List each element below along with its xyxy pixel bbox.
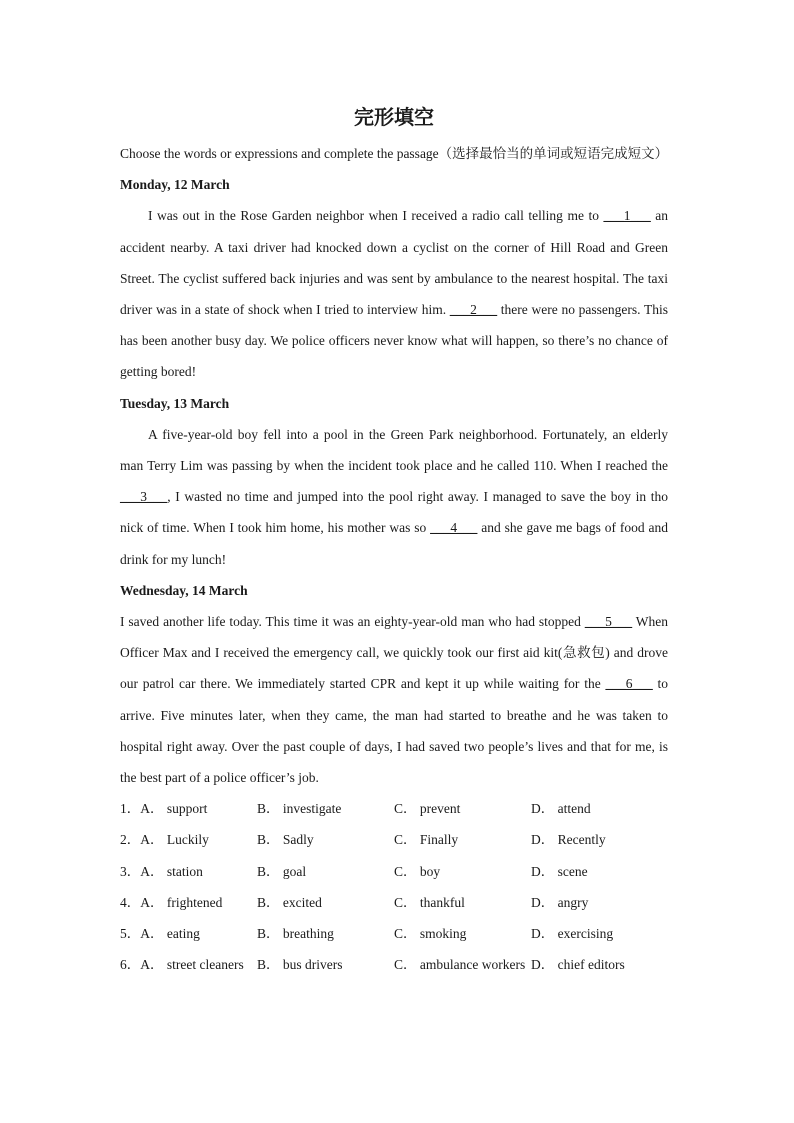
option-c: C． thankful [394, 894, 465, 910]
option-d: D． Recently [531, 832, 606, 848]
option-a: 3．A． station [120, 863, 203, 879]
blank-3: ___3___ [120, 489, 168, 505]
option-b: B． goal [257, 863, 307, 879]
option-c: C． Finally [394, 832, 459, 848]
entry-date-wednesday: Wednesday, 14 March [120, 582, 248, 598]
passage-text: there were no passengers. This has been another busy day. We police officers never know what will happen, so there’s no chance of getting bored! [120, 302, 668, 380]
blank-1: ___1___ [603, 208, 651, 224]
instruction-text: Choose the words or expressions and complete the passage（选择最恰当的单词或短语完成短文） [120, 146, 669, 161]
blank-6: ___6___ [605, 676, 653, 692]
passage-text: When Officer Max and I received the emergency call, we quickly took our first aid kit(急救包) and drove our patrol car there. We immediately started CPR and kept it up while waiting for the [120, 614, 668, 692]
option-b: B． investigate [257, 801, 342, 817]
passage-text: I saved another life today. This time it was an eighty-year-old man who had stopped [120, 614, 585, 630]
option-b: B． Sadly [257, 832, 314, 848]
worksheet-page [120, 100, 668, 980]
option-c: C． boy [394, 863, 441, 879]
option-c: C． prevent [394, 801, 461, 817]
question-options [120, 793, 668, 980]
question-row-3 [120, 856, 668, 887]
option-a: 5．A． eating [120, 926, 200, 942]
question-row-1 [120, 793, 668, 824]
question-row-4 [120, 887, 668, 918]
option-c: C． smoking [394, 926, 467, 942]
option-b: B． breathing [257, 926, 334, 942]
option-d: D． angry [531, 894, 589, 910]
passage-text: and she gave me bags of food and drink for my lunch! [120, 520, 668, 567]
option-a: 6．A． street cleaners [120, 957, 244, 973]
passage-text: , I wasted no time and jumped into the pool right away. I managed to save the boy in tho nick of time. When I took him home, his mother was so [120, 489, 668, 536]
question-row-5 [120, 918, 668, 949]
option-d: D． attend [531, 801, 591, 817]
entry-paragraph-monday [120, 200, 668, 387]
option-d: D． chief editors [531, 957, 625, 973]
option-b: B． bus drivers [257, 957, 343, 973]
blank-2: ___2___ [449, 302, 498, 318]
passage-text: an accident nearby. A taxi driver had knocked down a cyclist on the corner of Hill Road and Green Street. The cyclist suffered back injuries and was sent by ambulance to the nearest hospital. The taxi driver was in a state of shock when I tried to interview him. [120, 208, 668, 318]
question-row-2 [120, 824, 668, 855]
page-title: 完形填空 [354, 107, 434, 129]
option-a: 2．A． Luckily [120, 832, 209, 848]
passage-text: A five-year-old boy fell into a pool in the Green Park neighborhood. Fortunately, an elderly man Terry Lim was passing by when the incident took place and he called 110. When I reached the [120, 426, 668, 474]
option-a: 4．A． frightened [120, 894, 223, 910]
option-a: 1．A． support [120, 801, 208, 817]
blank-5: ___5___ [584, 614, 633, 630]
blank-4: ___4___ [430, 520, 478, 536]
option-c: C． ambulance workers [394, 957, 526, 973]
entry-paragraph-wednesday [120, 606, 668, 793]
entry-paragraph-tuesday [120, 419, 668, 575]
option-b: B． excited [257, 894, 322, 910]
option-d: D． scene [531, 863, 588, 879]
question-row-6 [120, 949, 668, 980]
passage-text: I was out in the Rose Garden neighbor when I received a radio call telling me to [148, 208, 604, 224]
entry-date-monday: Monday, 12 March [120, 177, 230, 193]
passage-text: to arrive. Five minutes later, when they came, the man had started to breathe and he was taken to hospital right away. Over the past couple of days, I had saved two people’s lives and that for me, is the best part of a police officer’s job. [120, 676, 668, 786]
entry-date-tuesday: Tuesday, 13 March [120, 395, 230, 411]
option-d: D． exercising [531, 926, 614, 942]
